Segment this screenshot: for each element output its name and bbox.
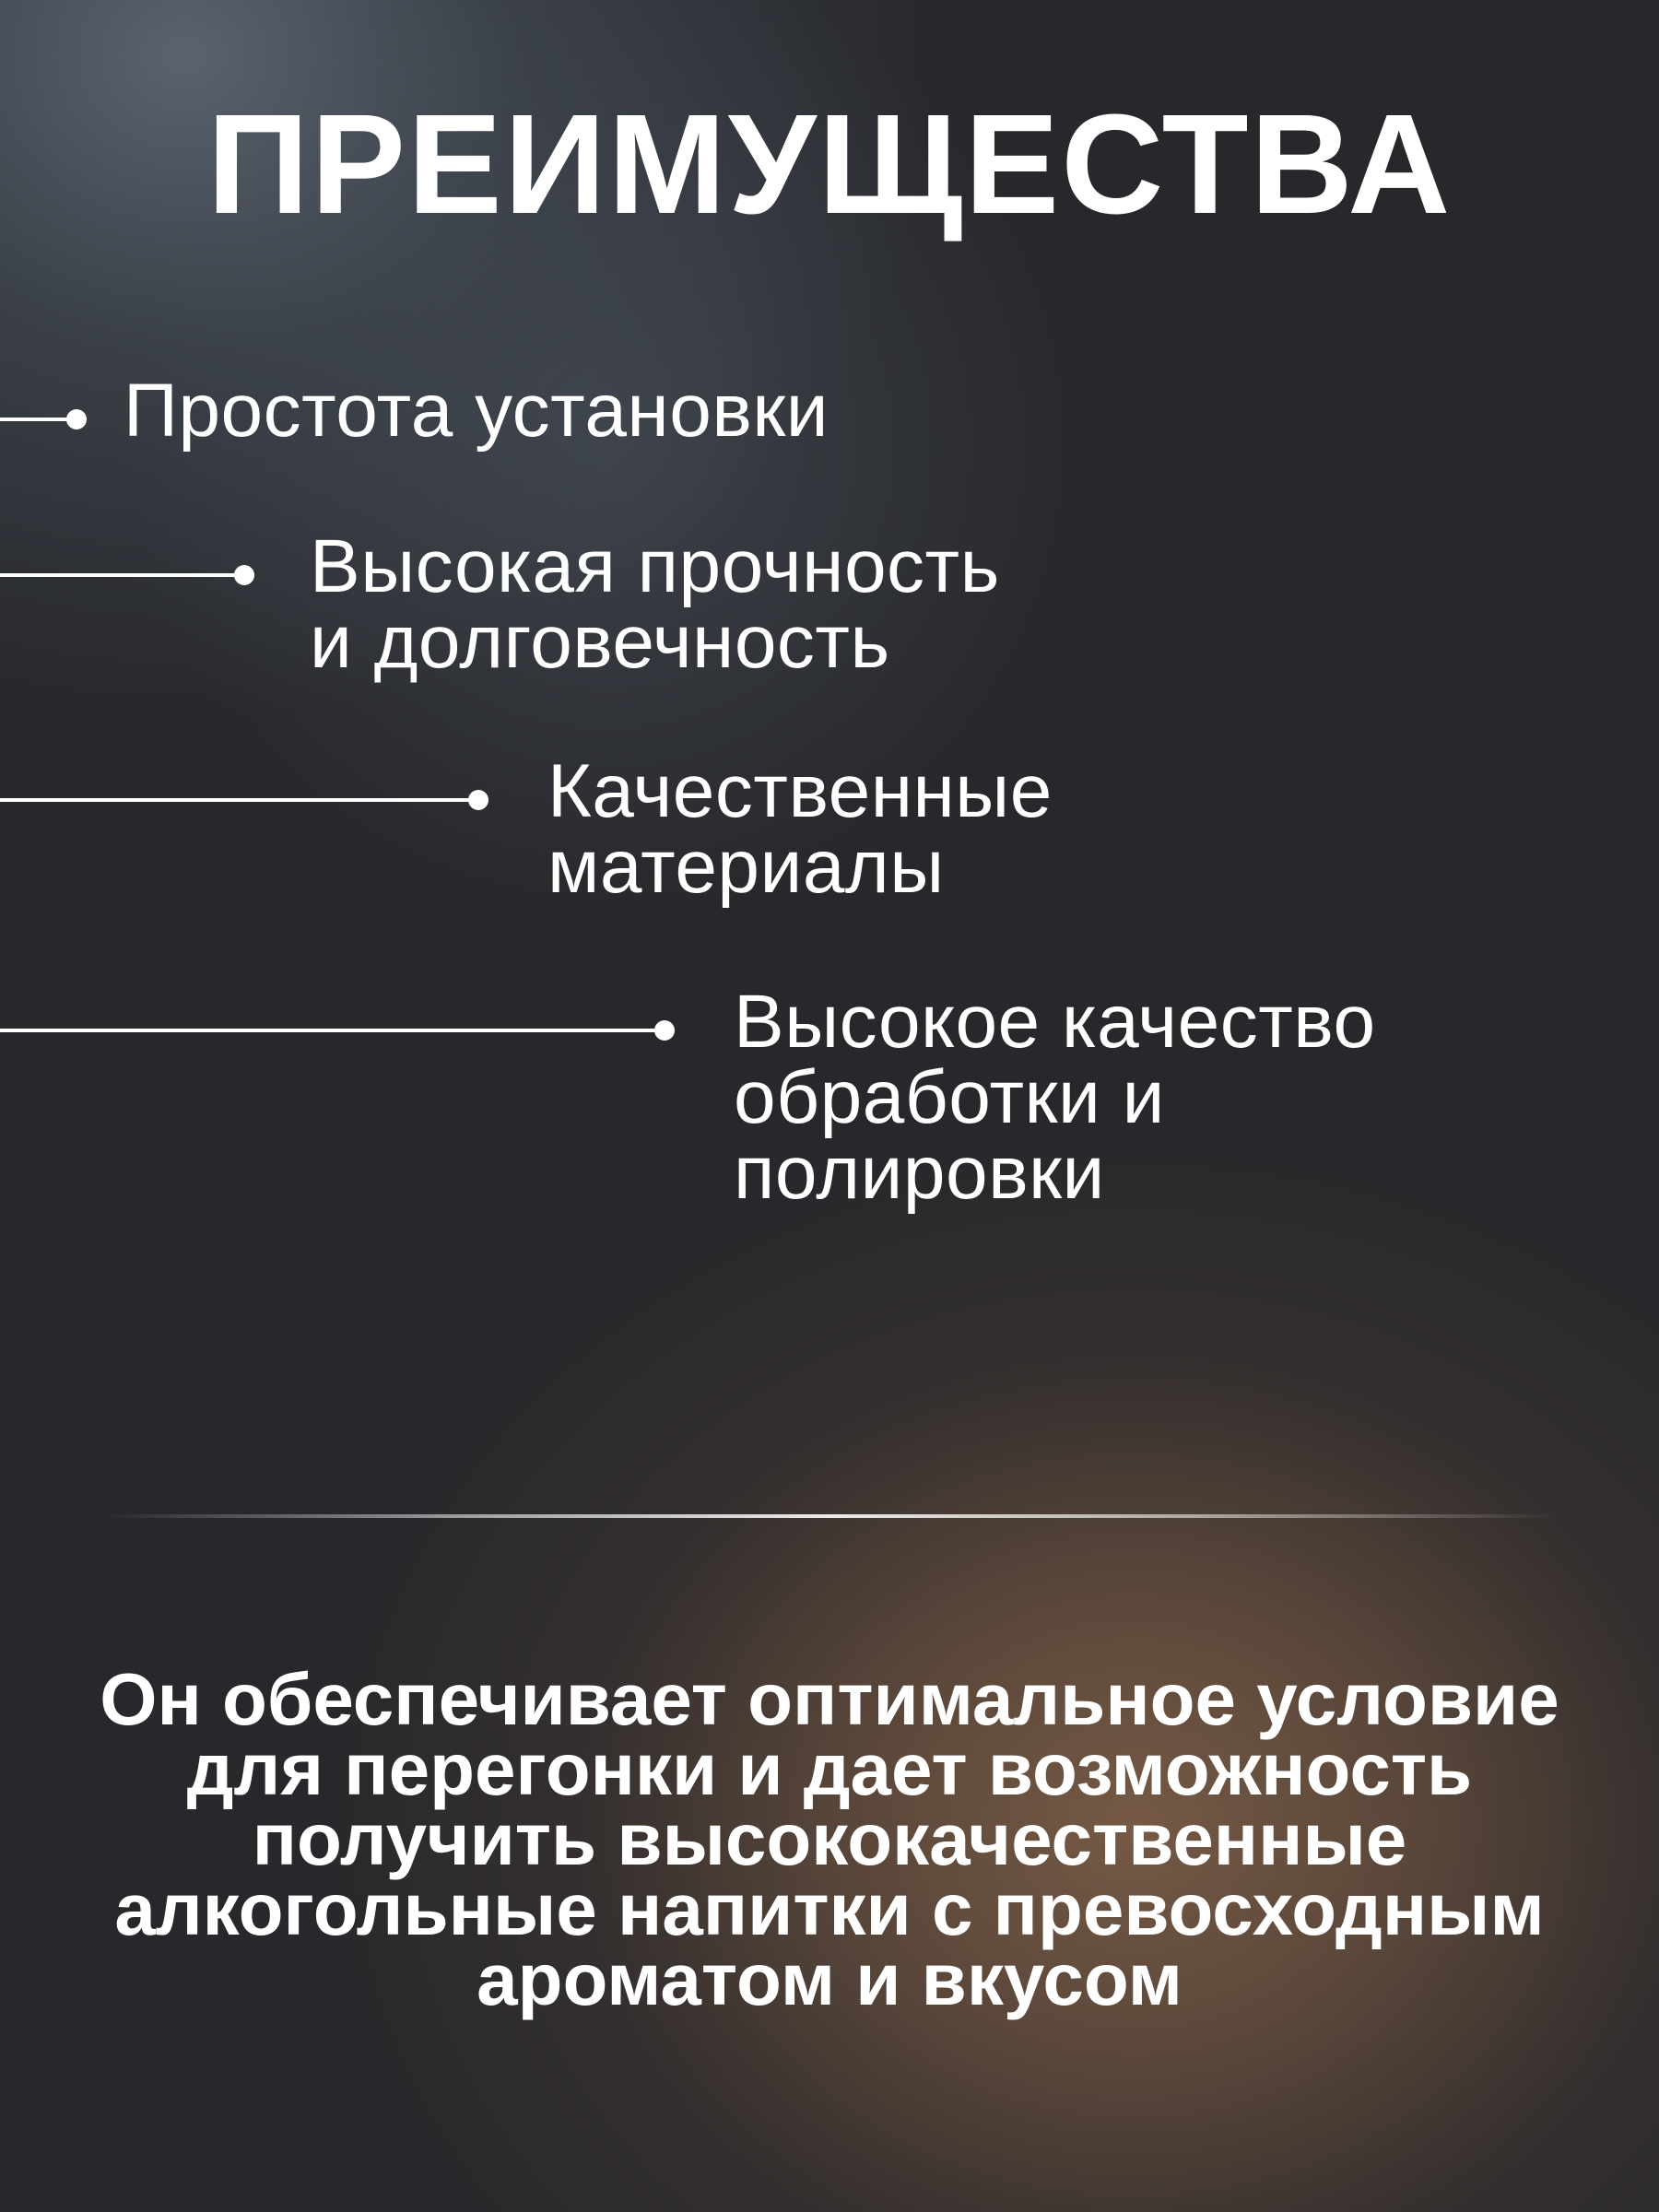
benefit-label-line: Качественные (547, 749, 1053, 833)
benefit-label (124, 369, 830, 453)
bullet-dot-icon (654, 1020, 675, 1041)
description-line: алкогольные напитки с превосходным (114, 1868, 1545, 1950)
bullet-dot-icon (66, 409, 87, 429)
description-line: получить высококачественные (252, 1798, 1407, 1880)
description-text (0, 1658, 1659, 2020)
benefit-label-line: Простота установки (124, 369, 830, 453)
benefit-label-line: Высокое качество (734, 980, 1376, 1064)
pointer-line (0, 798, 476, 802)
benefit-label-line: Высокая прочность (310, 524, 1000, 608)
benefit-label (547, 749, 1053, 909)
description-line: ароматом и вкусом (477, 1938, 1182, 2020)
pointer-line (0, 573, 241, 577)
description-line: Он обеспечивает оптимальное условие (100, 1658, 1559, 1740)
section-divider (101, 1514, 1558, 1518)
benefit-label-line: полировки (734, 1131, 1105, 1215)
pointer-line (0, 1029, 662, 1032)
benefit-label-line: обработки и (734, 1055, 1165, 1139)
benefit-label-line: и долговечность (310, 600, 890, 684)
page-title: ПРЕИМУЩЕСТВА (206, 85, 1453, 243)
benefit-label-line: материалы (547, 825, 945, 909)
bullet-dot-icon (468, 790, 488, 810)
bullet-dot-icon (234, 565, 254, 585)
benefit-label (310, 524, 1000, 684)
benefit-label (734, 980, 1376, 1215)
pointer-line (0, 418, 74, 421)
description-line: для перегонки и дает возможность (186, 1728, 1473, 1810)
